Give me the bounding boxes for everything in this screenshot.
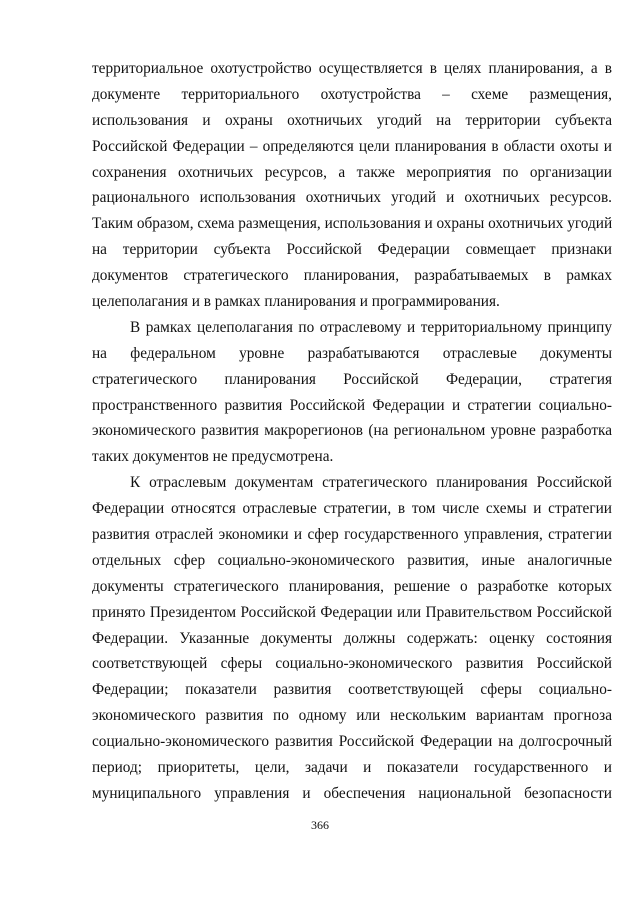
text-line: рационального использования охотничьих угодий и охотничьих ресурсов. bbox=[92, 189, 612, 207]
text-line: Федерации относятся отраслевые стратегии, в том числе схемы и стратегии bbox=[92, 500, 612, 518]
text-line: целеполагания и в рамках планирования и программирования. bbox=[92, 293, 500, 311]
text-line: на территории субъекта Российской Федерации совмещает признаки bbox=[92, 241, 612, 259]
text-line: стратегического планирования Российской Федерации, стратегия bbox=[92, 370, 612, 388]
text-line: соответствующей сферы социально-экономического развития Российской bbox=[92, 655, 612, 673]
text-line: отдельных сфер социально-экономического развития, иные аналогичные bbox=[92, 551, 612, 569]
text-line: принято Президентом Российской Федерации или Правительством Российской bbox=[92, 603, 612, 621]
text-line: документе территориального охотустройства – схеме размещения, bbox=[92, 85, 612, 103]
text-line: В рамках целеполагания по отраслевому и территориальному принципу bbox=[130, 318, 612, 336]
text-line: экономического развития по одному или нескольким вариантам прогноза bbox=[92, 707, 612, 725]
text-line: Таким образом, схема размещения, использования и охраны охотничьих угодий bbox=[92, 215, 613, 233]
page-number: 366 bbox=[311, 818, 329, 832]
text-line: таких документов не предусмотрена. bbox=[92, 448, 334, 466]
text-line: период; приоритеты, цели, задачи и показатели государственного и bbox=[92, 759, 612, 777]
text-line: социально-экономического развития Российской Федерации на долгосрочный bbox=[92, 733, 612, 751]
text-line: пространственного развития Российской Федерации и стратегии социально- bbox=[92, 396, 612, 414]
text-line: территориальное охотустройство осуществляется в целях планирования, а в bbox=[92, 60, 612, 77]
text-line: Федерации. Указанные документы должны содержать: оценку состояния bbox=[92, 629, 612, 647]
text-line: на федеральном уровне разрабатываются отраслевые документы bbox=[92, 344, 612, 362]
text-line: Российской Федерации – определяются цели планирования в области охоты и bbox=[92, 137, 612, 155]
text-line: сохранения охотничьих ресурсов, а также мероприятия по организации bbox=[92, 163, 612, 181]
text-line: документов стратегического планирования, разрабатываемых в рамках bbox=[92, 267, 612, 285]
text-line: использования и охраны охотничьих угодий на территории субъекта bbox=[92, 111, 612, 129]
text-line: документы стратегического планирования, решение о разработке которых bbox=[92, 577, 612, 595]
text-line: экономического развития макрорегионов (на региональном уровне разработка bbox=[92, 422, 612, 440]
text-line: Федерации; показатели развития соответствующей сферы социально- bbox=[92, 681, 612, 699]
body-text bbox=[92, 56, 612, 807]
text-line: развития отраслей экономики и сфер государственного управления, стратегии bbox=[92, 526, 612, 544]
text-line: К отраслевым документам стратегического планирования Российской bbox=[130, 474, 612, 492]
text-line: муниципального управления и обеспечения национальной безопасности bbox=[92, 784, 612, 802]
